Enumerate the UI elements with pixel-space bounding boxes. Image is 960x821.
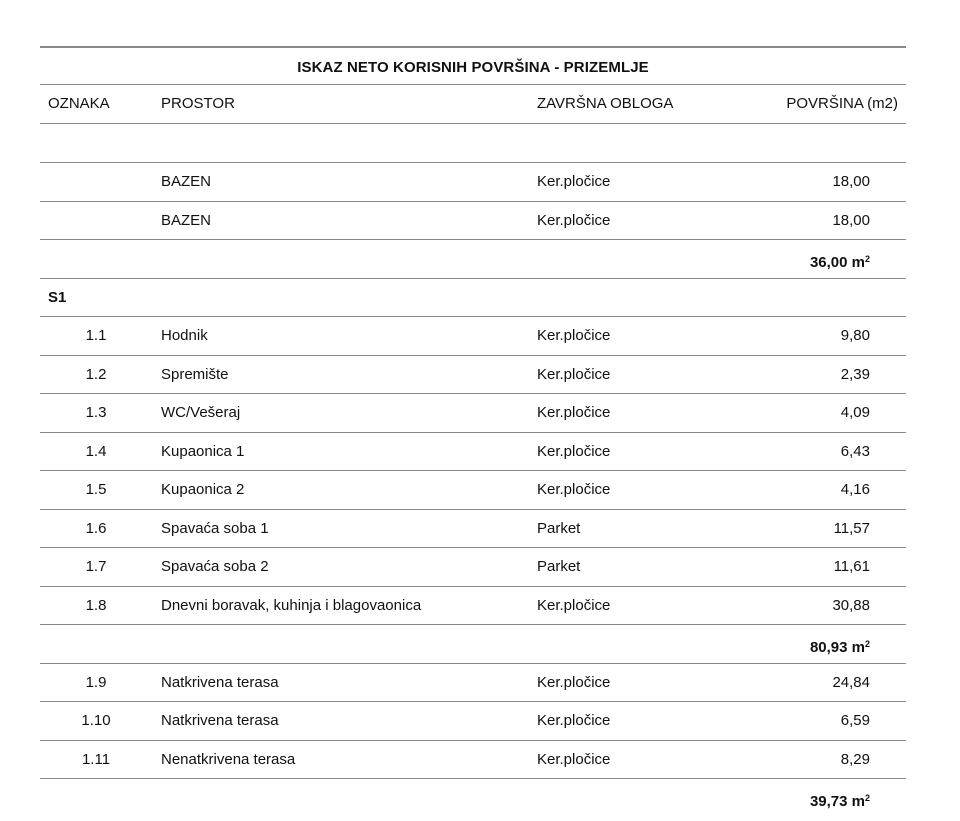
row-area: 8,29 — [840, 750, 870, 768]
row-finish: Ker.pločice — [537, 750, 611, 768]
row-code: 1.3 — [85, 404, 107, 421]
row-finish: Ker.pločice — [537, 712, 611, 729]
header-code: OZNAKA — [48, 95, 110, 112]
row-finish: Ker.pločice — [537, 327, 611, 344]
row-room: Spremište — [161, 365, 229, 383]
subtotal-row-s1 — [40, 624, 906, 663]
row-finish: Ker.pločice — [537, 211, 611, 229]
subtotal-row-terraces — [40, 778, 906, 817]
row-area: 11,61 — [833, 558, 870, 575]
row-room: Spavaća soba 1 — [161, 519, 269, 537]
row-finish: Ker.pločice — [537, 365, 611, 383]
section-label: S1 — [48, 288, 67, 306]
row-area: 9,80 — [840, 327, 870, 344]
table-title: ISKAZ NETO KORISNIH POVRŠINA - PRIZEMLJE — [40, 46, 906, 84]
row-code: 1.6 — [85, 519, 107, 537]
row-finish: Parket — [537, 519, 581, 537]
section-row-s1 — [40, 278, 906, 317]
table-row — [40, 509, 906, 548]
row-finish: Parket — [537, 558, 581, 575]
row-room: Natkrivena terasa — [161, 673, 279, 691]
row-finish: Ker.pločice — [537, 173, 611, 190]
header-finish: ZAVRŠNA OBLOGA — [537, 95, 674, 112]
row-code: 1.5 — [85, 481, 107, 498]
row-room: BAZEN — [161, 173, 212, 190]
row-code: 1.7 — [85, 558, 107, 575]
table-row — [40, 393, 906, 432]
row-area: 24,84 — [832, 673, 870, 691]
table-row — [40, 162, 906, 201]
subtotal-value: 39,73 $m^2$ — [809, 793, 870, 810]
table-row — [40, 701, 906, 740]
row-room: BAZEN — [161, 211, 212, 229]
table-row — [40, 201, 906, 240]
row-room: Spavaća soba 2 — [161, 558, 269, 575]
table-row — [40, 740, 906, 779]
row-finish: Ker.pločice — [537, 442, 611, 460]
row-area: 18,00 — [832, 211, 870, 229]
header-room: PROSTOR — [161, 95, 235, 112]
table-row — [40, 432, 906, 471]
row-room: Kupaonica 2 — [161, 481, 245, 498]
subtotal-value: 80,93 $m^2$ — [809, 639, 870, 656]
row-area: 30,88 — [832, 596, 870, 614]
row-area: 6,59 — [840, 712, 870, 729]
table-row — [40, 355, 906, 394]
header-row — [40, 84, 906, 123]
header-area: POVRŠINA (m2) — [786, 95, 898, 112]
area-schedule-table — [40, 46, 906, 817]
row-finish: Ker.pločice — [537, 404, 611, 421]
blank-row — [40, 123, 906, 162]
table-row — [40, 316, 906, 355]
subtotal-value: 36,00 $m^2$ — [809, 254, 870, 271]
table-row — [40, 663, 906, 702]
row-room: Kupaonica 1 — [161, 442, 245, 460]
row-room: Hodnik — [161, 327, 208, 344]
row-finish: Ker.pločice — [537, 481, 611, 498]
row-room: WC/Vešeraj — [161, 404, 241, 421]
row-finish: Ker.pločice — [537, 596, 611, 614]
row-area: 6,43 — [840, 442, 870, 460]
row-code: 1.8 — [85, 596, 107, 614]
row-finish: Ker.pločice — [537, 673, 611, 691]
subtotal-row-pool — [40, 239, 906, 278]
row-code: 1.9 — [85, 673, 107, 691]
table-row — [40, 586, 906, 625]
row-room: Nenatkrivena terasa — [161, 750, 296, 768]
row-room: Dnevni boravak, kuhinja i blagovaonica — [161, 596, 422, 614]
row-area: 2,39 — [840, 365, 870, 383]
table-row — [40, 547, 906, 586]
row-code: 1.1 — [85, 327, 107, 344]
row-area: 18,00 — [832, 173, 870, 190]
table-row — [40, 470, 906, 509]
row-code: 1.2 — [85, 365, 107, 383]
row-code: 1.4 — [85, 442, 107, 460]
row-area: 4,16 — [840, 481, 870, 498]
row-area: 11,57 — [833, 519, 870, 537]
row-area: 4,09 — [840, 404, 870, 421]
row-code: 1.10 — [81, 712, 111, 729]
row-room: Natkrivena terasa — [161, 712, 279, 729]
row-code: 1.11 — [81, 750, 111, 768]
